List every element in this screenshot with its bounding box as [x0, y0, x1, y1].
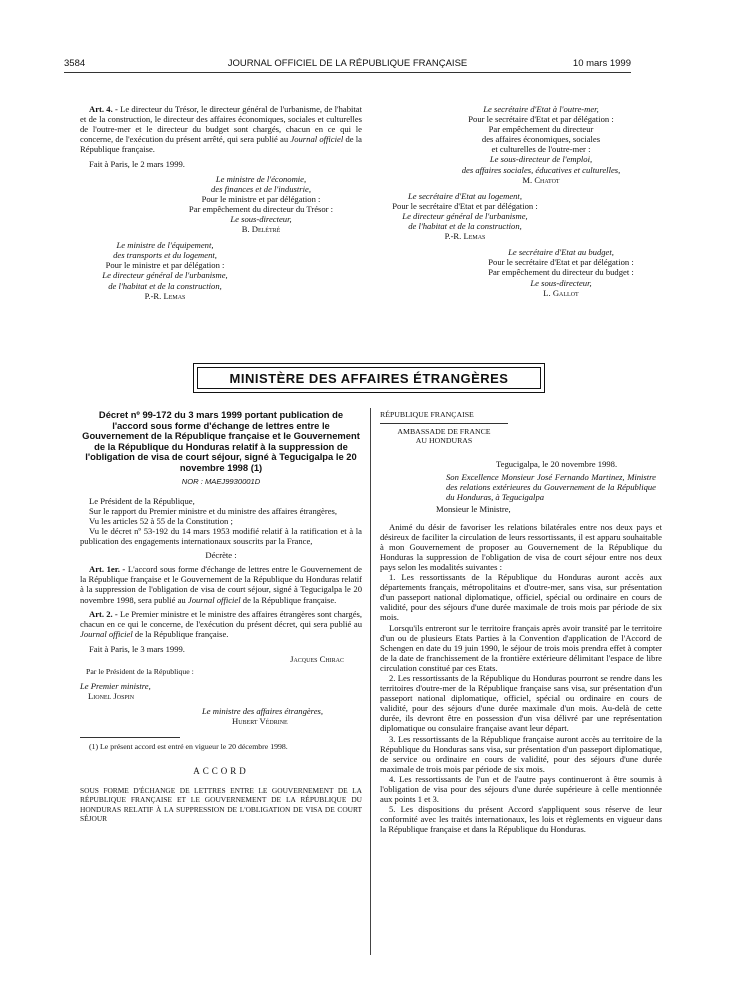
- sig-eco-line: Le sous-directeur,: [230, 213, 292, 224]
- sig-om-line: et culturelles de l'outre-mer :: [491, 144, 591, 155]
- article-1-jo: Journal officiel: [187, 594, 241, 605]
- article-4: [80, 104, 362, 154]
- signature-economie: [80, 174, 362, 235]
- sig-bud-line: Par empêchement du directeur du budget :: [488, 267, 634, 278]
- sig-om-name: M. Chatot: [522, 174, 560, 185]
- decrete: Décrète :: [205, 550, 237, 561]
- top-left-block: [80, 104, 362, 301]
- par-le-president: Par le Président de la République :: [86, 667, 194, 677]
- sig-equip-name: P.-R. Lemas: [144, 290, 186, 301]
- accord-heading: ACCORD: [193, 765, 249, 776]
- nor-reference: NOR : MAEJ9930001D: [181, 476, 261, 486]
- signature-logement: [380, 191, 550, 241]
- decree-para: Le Président de la République,: [89, 495, 195, 506]
- fait-a-paris-1: Fait à Paris, le 2 mars 1999.: [89, 159, 185, 170]
- article-2-jo: Journal officiel: [80, 628, 133, 639]
- signature-chirac: Jacques Chirac: [290, 653, 344, 664]
- ministry-banner-title: MINISTÈRE DES AFFAIRES ÉTRANGÈRES: [197, 367, 541, 389]
- sig-equip-line: Pour le ministre et par délégation :: [105, 260, 225, 271]
- republique-francaise: RÉPUBLIQUE FRANÇAISE: [380, 410, 474, 419]
- sig-om-line: Le sous-directeur de l'emploi,: [489, 154, 593, 165]
- letter-column: [380, 410, 662, 834]
- sig-eco-name: B. Delétré: [241, 224, 281, 235]
- pm-name: Lionel Jospin: [88, 691, 135, 702]
- article-1-text: L'accord sous forme d'échange de lettres entre le Gouvernement de la République française et le Gouvernement de la République du Honduras relatif à la suppression de l'obligation de visa de court séjour, signé à Tegucigalpa le 20 novembre 1998, sera publié au: [80, 564, 362, 605]
- letter-para: 4. Les ressortissants de l'un et de l'autre pays continueront à être soumis à l'obligation de visa pour des séjours d'une durée supérieure à celle mentionnée aux points 1 et 3.: [380, 773, 662, 805]
- sig-log-line: Pour le secrétaire d'Etat et par délégation :: [392, 200, 538, 211]
- sig-equip-line: Le ministre de l'équipement,: [116, 240, 214, 251]
- mae-title: Le ministre des affaires étrangères,: [202, 706, 324, 717]
- article-4-end: de la République française.: [80, 134, 362, 155]
- top-right-block: [380, 104, 662, 298]
- letter-para: 3. Les ressortissants de la République française auront accès au territoire de la République du Honduras sans visa, sur présentation d'un passeport diplomatique, de service ou ordinaire en cours de validité, pour des séjours d'une durée maximale de trois mois par période de six mois.: [380, 733, 662, 774]
- journal-title: JOURNAL OFFICIEL DE LA RÉPUBLIQUE FRANÇAISE: [227, 58, 468, 69]
- letter-para: 2. Les ressortissants de la République du Honduras pourront se rendre dans les territoires d'outre-mer de la République française sans visa, sur présentation d'un passeport national diplomatique, officiel, spécial ou ordinaire en cours de validité, pour des séjours d'une durée maximale d'un mois. Au-delà de cette durée, ils devront être en possession d'un visa délivré par une représentation diplomatique ou consulaire française avant leur départ.: [380, 672, 662, 734]
- article-2: [80, 609, 362, 639]
- page-number: 3584: [64, 58, 86, 69]
- sig-log-line: Le directeur général de l'urbanisme,: [402, 210, 528, 221]
- column-divider: [370, 408, 371, 955]
- article-2-text: Le Premier ministre et le ministre des affaires étrangères sont chargés, chacun en ce qui le concerne, de l'exécution du présent décret, qui sera publié au: [80, 608, 363, 629]
- sig-eco-line: Le ministre de l'économie,: [215, 173, 307, 184]
- letter-para: 1. Les ressortissants de la République du Honduras auront accès aux départements français, métropolitains et d'outre-mer, sans visa, sur présentation d'un passeport national diplomatique, officiel, spécial ou ordinaire en cours de validité, pour des séjours d'une durée maximale de trois mois par période de six mois.: [380, 572, 662, 623]
- article-1-end: de la République française.: [240, 594, 337, 605]
- signature-equipement: [80, 240, 250, 301]
- sig-om-line: Pour le secrétaire d'Etat et par délégation :: [468, 114, 614, 125]
- letterhead-rule: [380, 423, 508, 424]
- sig-om-line: Par empêchement du directeur: [488, 124, 594, 135]
- letter-addressee: Son Excellence Monsieur José Fernando Martinez, Ministre des relations extérieures du Gouvernement de la République du Honduras, à Tegucigalpa: [446, 472, 656, 503]
- decree-para: Sur le rapport du Premier ministre et du ministre des affaires étrangères,: [89, 505, 338, 516]
- signature-budget: [380, 247, 662, 297]
- footnote-rule: [80, 737, 180, 738]
- letter-para: Lorsqu'ils entreront sur le territoire français après avoir transité par le territoire d'un ou de plusieurs Etats Parties à la Convention d'application de l'Accord de Schengen en date du 19 juin 1990, le séjour de trois mois prendra effet à compter de la date de franchissement de la frontière extérieure délimitant l'espace de libre circulation constitué par ces Etats.: [380, 622, 662, 673]
- mae-name: Hubert Védrine: [232, 716, 288, 727]
- article-1-label: Art. 1er. -: [89, 564, 126, 575]
- embassy-line: AU HONDURAS: [415, 436, 473, 446]
- article-4-jo: Journal officiel: [290, 134, 344, 145]
- sig-equip-line: des transports et du logement,: [113, 250, 217, 261]
- sig-log-line: Le secrétaire d'Etat au logement,: [408, 190, 522, 201]
- sig-log-name: P.-R. Lemas: [444, 231, 486, 242]
- ministry-banner: [193, 363, 545, 393]
- embassy-line: AMBASSADE DE FRANCE: [397, 427, 491, 437]
- sig-bud-line: Le sous-directeur,: [530, 277, 592, 288]
- signature-outre-mer: [380, 104, 662, 185]
- sig-bud-name: L. Gallot: [543, 287, 579, 298]
- sig-om-line: des affaires sociales, éducatives et culturelles,: [461, 164, 621, 175]
- pm-title: Le Premier ministre,: [80, 681, 151, 692]
- letter-para: 5. Les dispositions du présent Accord s'appliquent sous réserve de leur conformité avec les traités internationaux, les lois et règlements en vigueur dans la République française et dans la République du Honduras.: [380, 804, 662, 835]
- decree-column: [80, 410, 362, 823]
- letter-date: Tegucigalpa, le 20 novembre 1998.: [496, 459, 618, 470]
- sig-bud-line: Le secrétaire d'Etat au budget,: [508, 247, 614, 258]
- sig-eco-line: Pour le ministre et par délégation :: [201, 193, 321, 204]
- issue-date: 10 mars 1999: [572, 58, 631, 69]
- sig-om-line: des affaires économiques, sociales: [481, 134, 601, 145]
- accord-subtitle: SOUS FORME D'ÉCHANGE DE LETTRES ENTRE LE GOUVERNEMENT DE LA RÉPUBLIQUE FRANÇAISE ET LE GOUVERNEMENT DE LA RÉPUBLIQUE DU HONDURAS RELATIF À LA SUPPRESSION DE L'OBLIGATION DE VISA DE COURT SÉJOUR: [80, 785, 362, 823]
- sig-equip-line: de l'habitat et de la construction,: [108, 280, 222, 291]
- decree-para: Vu le décret nº 53-192 du 14 mars 1953 modifié relatif à la ratification et à la publication des engagements internationaux souscrits par la France,: [80, 525, 362, 547]
- article-4-label: Art. 4. -: [89, 104, 118, 114]
- fait-a-paris-2: Fait à Paris, le 3 mars 1999.: [89, 643, 185, 654]
- article-1: [80, 564, 362, 604]
- letter-salutation: Monsieur le Ministre,: [436, 504, 511, 515]
- letter-para: Animé du désir de favoriser les relations bilatérales entre nos deux pays et désireux de faciliter la circulation de leurs ressortissants, il est apparu souhaitable à mon Gouvernement de proposer au Gouvernement de la République du Honduras la suppression de l'obligation de visa de court séjour entre nos deux pays selon les modalités suivantes :: [380, 521, 662, 572]
- sig-log-line: de l'habitat et de la construction,: [408, 221, 522, 232]
- embassy-letterhead: [380, 427, 508, 445]
- sig-equip-line: Le directeur général de l'urbanisme,: [102, 270, 228, 281]
- sig-bud-line: Pour le secrétaire d'Etat et par délégation :: [488, 257, 634, 268]
- decree-para: Vu les articles 52 à 55 de la Constitution ;: [89, 515, 233, 526]
- header-rule: [64, 72, 631, 73]
- decree-title: Décret nº 99-172 du 3 mars 1999 portant publication de l'accord sous forme d'échange de lettres entre le Gouvernement de la République française et le Gouvernement de la République du Honduras relatif à la suppression de l'obligation de visa de court séjour, signé à Tegucigalpa le 20 novembre 1998 (1): [82, 409, 360, 473]
- article-2-end: de la République française.: [132, 628, 229, 639]
- footnote: (1) Le présent accord est entré en vigueur le 20 décembre 1998.: [89, 741, 288, 751]
- article-2-label: Art. 2. -: [89, 608, 118, 619]
- sig-eco-line: des finances et de l'industrie,: [211, 183, 311, 194]
- sig-om-line: Le secrétaire d'Etat à l'outre-mer,: [483, 104, 599, 114]
- article-4-text: Le directeur du Trésor, le directeur général de l'urbanisme, de l'habitat et de la construction, le directeur des affaires économiques, sociales et culturelles de l'outre-mer et le directeur du budget sont chargés, chacun en ce qui le concerne, de l'exécution du présent arrêté, qui sera publié au: [80, 104, 362, 145]
- sig-eco-line: Par empêchement du directeur du Trésor :: [188, 203, 334, 214]
